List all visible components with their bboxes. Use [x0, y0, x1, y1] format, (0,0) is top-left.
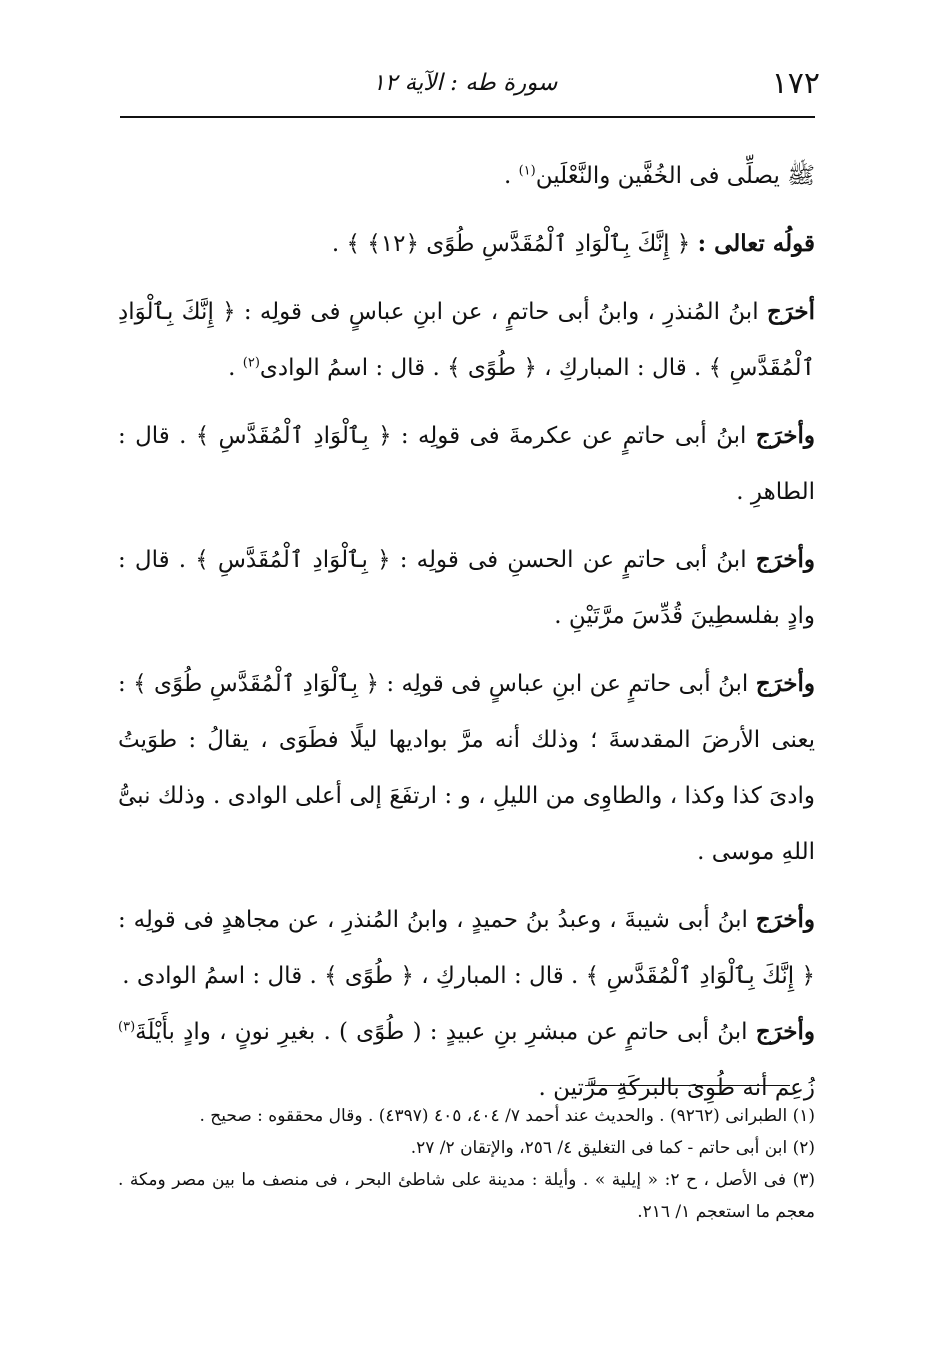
paragraph-4-lead: وأخرَج [755, 422, 815, 449]
footnotes [118, 1100, 815, 1228]
footnote-1: (١) الطبرانى (٩٢٦٢) . والحديث عند أحمد ٧/ ٤٠٤، ٤٠٥ (٤٣٩٧) . وقال محققوه : صحيح . [199, 1106, 815, 1126]
paragraph-6 [118, 656, 815, 880]
running-head: سورة طه : الآية ١٢ [372, 70, 558, 96]
paragraph-3 [118, 284, 815, 396]
paragraph-7 [118, 892, 815, 1004]
paragraph-6-lead: وأخرَج [755, 670, 815, 697]
verse-text: ﴿ إِنَّكَ بِٱلْوَادِ ٱلْمُقَدَّسِ طُوًى ﴿١٢﴾ ﴾ [339, 231, 698, 257]
footnote-ref-2: (٢) [242, 355, 260, 371]
paragraph-3-end: . [228, 355, 243, 381]
paragraph-5-lead: وأخرَج [755, 546, 815, 573]
paragraph-3-text: ابنُ المُنذرِ ، وابنُ أبى حاتمٍ ، عن ابنِ عباسٍ فى قولِه : ﴿ إِنَّكَ بِٱلْوَادِ ٱلْمُقَدَّسِ ﴾ . قال : المباركِ ، ﴿ طُوًى ﴾ . قال : اسمُ الوادى [118, 299, 815, 381]
paragraph-8-end: زُعِم أنه طُوِىَ بالبركَةِ مرَّتين . [538, 1075, 815, 1101]
footnote-2: (٢) ابن أبى حاتم - كما فى التغليق ٤/ ٢٥٦، والإتقان ٢/ ٢٧. [410, 1138, 815, 1158]
verse-heading: قولُه تعالى : [697, 230, 815, 257]
paragraph-2 [118, 216, 815, 272]
footnote-3: (٣) فى الأصل ، ح ٢: « إيلية » . وأيلة : مدينة على شاطئ البحر ، فى منصف ما بين مصر ومكة . معجم ما استعجم ١/ ٢١٦. [118, 1170, 816, 1222]
page-number: ١٧٢ [771, 66, 820, 101]
paragraph-7-lead: وأخرَج [755, 906, 815, 933]
paragraph-8-text: ابنُ أبى حاتمٍ عن مبشرِ بنِ عبيدٍ : ( طُوًى ) . بغيرِ نونٍ ، وادٍ بأَيْلَةَ [135, 1019, 756, 1045]
paragraph-1-end: . [503, 163, 519, 189]
main-text [118, 148, 815, 1116]
header-rule [120, 116, 815, 118]
paragraph-2-end: . [331, 231, 340, 257]
paragraph-1 [118, 148, 815, 204]
paragraph-4 [118, 408, 815, 520]
paragraph-5-text: ابنُ أبى حاتمٍ عن الحسنِ فى قولِه : ﴿ بِٱلْوَادِ ٱلْمُقَدَّسِ ﴾ . قال : وادٍ بفلسطِينَ قُدِّسَ مرَّتَيْنِ . [118, 547, 815, 629]
footnote-ref-1: (١) [518, 163, 536, 179]
paragraph-1-text: ﷺ يصلِّى فى الخُفَّين والنَّعْلَين [535, 163, 815, 189]
paragraph-5 [118, 532, 815, 644]
paragraph-3-lead: أخرَج [766, 298, 815, 325]
paragraph-7-text: ابنُ أبى شيبةَ ، وعبدُ بنُ حميدٍ ، وابنُ المُنذرِ ، عن مجاهدٍ فى قولِه : ﴿ إِنَّكَ بِٱلْوَادِ ٱلْمُقَدَّسِ ﴾ . قال : المباركِ ، ﴿ طُوًى ﴾ . قال : اسمُ الوادى . [118, 907, 815, 989]
paragraph-4-text: ابنُ أبى حاتمٍ عن عكرمةَ فى قولِه : ﴿ بِٱلْوَادِ ٱلْمُقَدَّسِ ﴾ . قال : الطاهرِ . [118, 423, 815, 505]
footnote-ref-3: (٣) [118, 1019, 136, 1035]
paragraph-6-text: ابنُ أبى حاتمٍ عن ابنِ عباسٍ فى قولِه : ﴿ بِٱلْوَادِ ٱلْمُقَدَّسِ طُوًى ﴾ : يعنى الأرضَ المقدسةَ ؛ وذلك أنه مرَّ بواديها ليلًا فطَوَى ، يقالُ : طوَيتُ وادىَ كذا وكذا ، والطاوِى من الليلِ ، و : ارتفَعَ إلى أعلى الوادى . وذلك نبىُّ اللهِ موسى . [118, 671, 815, 865]
paragraph-8-lead: وأخرَج [755, 1018, 815, 1045]
footnote-separator [585, 1085, 790, 1086]
